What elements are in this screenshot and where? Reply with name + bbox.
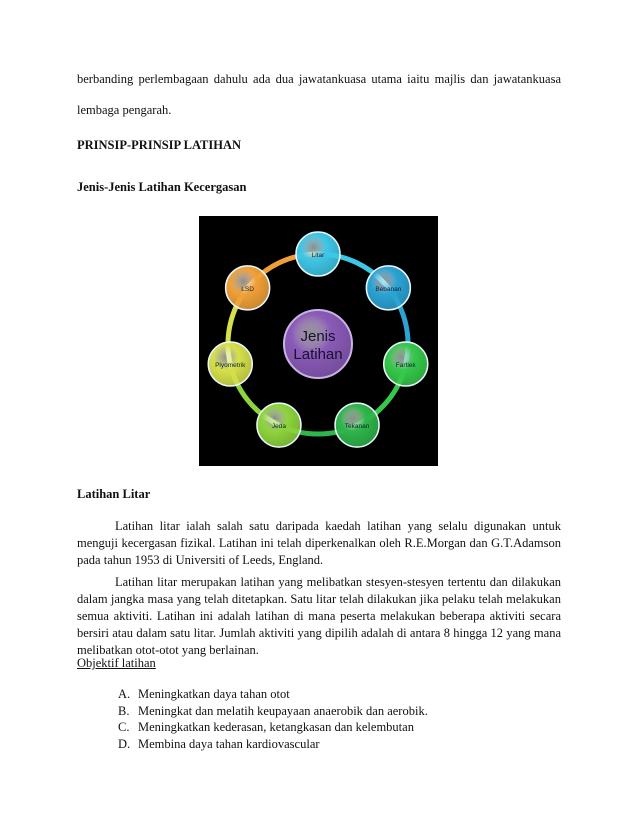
list-text: Meningkatkan kederasan, ketangkasan dan kelembutan [138, 720, 414, 734]
node-label: Plyometrik [215, 362, 246, 370]
node-label: Jeda [271, 423, 287, 431]
objektif-title: Objektif latihan [77, 656, 156, 670]
training-types-diagram [199, 216, 438, 466]
node-label: Fartlek [395, 362, 416, 370]
heading-main: PRINSIP-PRINSIP LATIHAN [77, 138, 242, 152]
node-label: Bebanan [375, 285, 402, 293]
center-label: Jenis [300, 328, 336, 345]
node-label: LSD [241, 285, 254, 293]
objektif-list [118, 686, 428, 752]
paragraph-litar-2: Latihan litar merupakan latihan yang melibatkan stesyen-stesyen tertentu dan dilakukan dalam jangka masa yang telah ditetapkan. Satu litar telah dilakukan jika pelaku telah melakukan semua aktiviti. Latihan ini adalah latihan di mana peserta melakukan beberapa aktiviti secara bersiri atau dalam satu litar. Jumlah aktiviti yang dipilih adalah di antara 8 hingga 12 yang mana melibatkan otot-otot yang berlainan. [77, 575, 561, 657]
center-label: Latihan [293, 346, 343, 363]
list-marker: B. [118, 703, 130, 718]
list-item [118, 703, 428, 720]
node-label: Tekanan [344, 423, 370, 431]
list-marker: D. [118, 736, 131, 751]
list-marker: C. [118, 720, 130, 734]
list-item [118, 719, 428, 736]
heading-sub: Jenis-Jenis Latihan Kecergasan [77, 180, 247, 194]
list-text: Membina daya tahan kardiovascular [138, 736, 320, 751]
list-marker: A. [118, 687, 131, 701]
section-title: Latihan Litar [77, 487, 151, 501]
list-item [118, 686, 428, 703]
diagram-canvas [199, 216, 438, 466]
node-label: Litar [311, 252, 325, 259]
paragraph-litar-1: Latihan litar ialah salah satu daripada kaedah latihan yang selalu digunakan untuk menguji kecergasan fizikal. Latihan ini telah diperkenalkan oleh R.E.Morgan dan G.T.Adamson pada tahun 1953 di Universiti of Leeds, England. [77, 519, 561, 567]
list-text: Meningkat dan melatih keupayaan anaerobik dan aerobik. [138, 703, 428, 718]
list-text: Meningkatkan daya tahan otot [138, 687, 290, 701]
list-item [118, 736, 428, 753]
intro-paragraph: berbanding perlembagaan dahulu ada dua jawatankuasa utama iaitu majlis dan jawatankuasa lembaga pengarah. [77, 72, 561, 117]
